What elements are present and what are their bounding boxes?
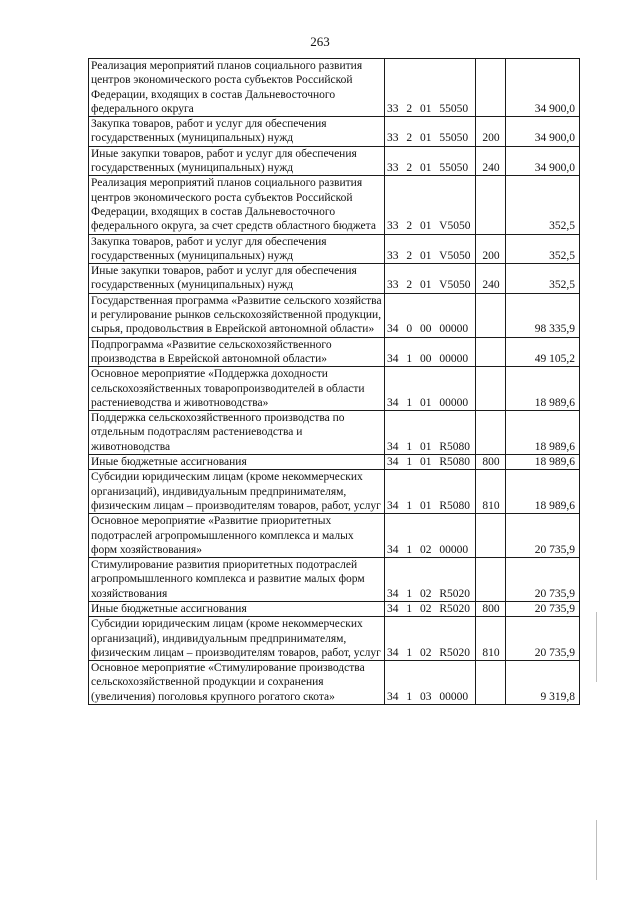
row-csr-cell: 34 1 02 R5020 — [385, 558, 476, 602]
page-number: 263 — [310, 34, 330, 49]
row-amount-cell: 18 989,6 — [506, 411, 580, 455]
row-name-cell: Государственная программа «Развитие сельского хозяйства и регулирование рынков сельскохозяйственной продукции, сырья, продовольствия в Еврейской автономной области» — [89, 293, 385, 337]
row-csr-cell: 34 1 01 R5080 — [385, 411, 476, 455]
row-csr-cell: 33 2 01 V5050 — [385, 234, 476, 264]
row-name-cell: Основное мероприятие «Развитие приоритетных подотраслей агропромышленного комплекса и малых форм хозяйствования» — [89, 514, 385, 558]
table-row — [89, 337, 580, 367]
row-amount-cell: 20 735,9 — [506, 514, 580, 558]
table-row — [89, 411, 580, 455]
row-amount-cell: 98 335,9 — [506, 293, 580, 337]
row-name-cell: Реализация мероприятий планов социального развития центров экономического роста субъектов Российской Федерации, входящих в состав Дальневосточного федерального округа, за счет средств областного бюджета — [89, 176, 385, 234]
row-name-cell: Субсидии юридическим лицам (кроме некоммерческих организаций), индивидуальным предпринимателям, физическим лицам – производителям товаров, работ, услуг — [89, 470, 385, 514]
budget-table — [88, 58, 580, 705]
row-amount-cell: 18 989,6 — [506, 455, 580, 470]
row-csr-cell: 33 2 01 V5050 — [385, 176, 476, 234]
table-row — [89, 661, 580, 705]
row-amount-cell: 20 735,9 — [506, 617, 580, 661]
row-name-cell: Иные бюджетные ассигнования — [89, 601, 385, 616]
row-vr-cell: 200 — [476, 234, 506, 264]
table-row — [89, 176, 580, 234]
row-vr-cell — [476, 558, 506, 602]
row-amount-cell: 9 319,8 — [506, 661, 580, 705]
row-name-cell: Закупка товаров, работ и услуг для обеспечения государственных (муниципальных) нужд — [89, 234, 385, 264]
row-name-cell: Основное мероприятие «Поддержка доходности сельскохозяйственных товаропроизводителей в области растениеводства и животноводства» — [89, 367, 385, 411]
row-csr-cell: 34 1 01 00000 — [385, 367, 476, 411]
table-row — [89, 470, 580, 514]
table-row — [89, 617, 580, 661]
row-csr-cell: 34 1 00 00000 — [385, 337, 476, 367]
row-csr-cell: 34 1 02 00000 — [385, 514, 476, 558]
row-csr-cell: 34 1 02 R5020 — [385, 617, 476, 661]
row-name-cell: Подпрограмма «Развитие сельскохозяйственного производства в Еврейской автономной области» — [89, 337, 385, 367]
row-csr-cell: 34 1 01 R5080 — [385, 455, 476, 470]
row-name-cell: Иные бюджетные ассигнования — [89, 455, 385, 470]
row-name-cell: Субсидии юридическим лицам (кроме некоммерческих организаций), индивидуальным предпринимателям, физическим лицам – производителям товаров, работ, услуг — [89, 617, 385, 661]
table-row — [89, 558, 580, 602]
table-row — [89, 146, 580, 176]
row-vr-cell: 800 — [476, 455, 506, 470]
scan-margin-mark — [596, 820, 597, 880]
row-amount-cell: 20 735,9 — [506, 601, 580, 616]
row-vr-cell — [476, 59, 506, 117]
table-row — [89, 293, 580, 337]
row-amount-cell: 18 989,6 — [506, 367, 580, 411]
row-amount-cell: 49 105,2 — [506, 337, 580, 367]
row-vr-cell: 200 — [476, 117, 506, 147]
row-name-cell: Поддержка сельскохозяйственного производства по отдельным подотраслям растениеводства и животноводства — [89, 411, 385, 455]
row-vr-cell: 800 — [476, 601, 506, 616]
row-csr-cell: 34 1 01 R5080 — [385, 470, 476, 514]
row-csr-cell: 34 1 03 00000 — [385, 661, 476, 705]
row-name-cell: Стимулирование развития приоритетных подотраслей агропромышленного комплекса и развитие малых форм хозяйствования — [89, 558, 385, 602]
row-csr-cell: 33 2 01 55050 — [385, 146, 476, 176]
table-row — [89, 234, 580, 264]
row-name-cell: Иные закупки товаров, работ и услуг для обеспечения государственных (муниципальных) нужд — [89, 264, 385, 294]
row-amount-cell: 352,5 — [506, 176, 580, 234]
table-row — [89, 367, 580, 411]
table-row — [89, 455, 580, 470]
row-csr-cell: 33 2 01 55050 — [385, 117, 476, 147]
row-amount-cell: 352,5 — [506, 234, 580, 264]
row-amount-cell: 18 989,6 — [506, 470, 580, 514]
row-vr-cell: 240 — [476, 264, 506, 294]
row-amount-cell: 20 735,9 — [506, 558, 580, 602]
row-amount-cell: 34 900,0 — [506, 117, 580, 147]
table-row — [89, 59, 580, 117]
row-csr-cell: 33 2 01 55050 — [385, 59, 476, 117]
row-vr-cell — [476, 367, 506, 411]
row-vr-cell: 240 — [476, 146, 506, 176]
table-body — [89, 59, 580, 705]
row-name-cell: Реализация мероприятий планов социального развития центров экономического роста субъектов Российской Федерации, входящих в состав Дальневосточного федерального округа — [89, 59, 385, 117]
row-amount-cell: 352,5 — [506, 264, 580, 294]
table-row — [89, 264, 580, 294]
table-row — [89, 514, 580, 558]
row-name-cell: Основное мероприятие «Стимулирование производства сельскохозяйственной продукции и сохранения (увеличения) поголовья крупного рогатого скота» — [89, 661, 385, 705]
row-vr-cell — [476, 514, 506, 558]
row-csr-cell: 34 0 00 00000 — [385, 293, 476, 337]
table-row — [89, 117, 580, 147]
row-amount-cell: 34 900,0 — [506, 59, 580, 117]
row-vr-cell: 810 — [476, 470, 506, 514]
row-vr-cell — [476, 176, 506, 234]
row-vr-cell — [476, 293, 506, 337]
row-name-cell: Закупка товаров, работ и услуг для обеспечения государственных (муниципальных) нужд — [89, 117, 385, 147]
row-vr-cell — [476, 661, 506, 705]
row-vr-cell — [476, 411, 506, 455]
row-vr-cell: 810 — [476, 617, 506, 661]
row-csr-cell: 33 2 01 V5050 — [385, 264, 476, 294]
row-vr-cell — [476, 337, 506, 367]
table-row — [89, 601, 580, 616]
scan-margin-mark — [596, 612, 597, 682]
row-csr-cell: 34 1 02 R5020 — [385, 601, 476, 616]
row-amount-cell: 34 900,0 — [506, 146, 580, 176]
row-name-cell: Иные закупки товаров, работ и услуг для обеспечения государственных (муниципальных) нужд — [89, 146, 385, 176]
